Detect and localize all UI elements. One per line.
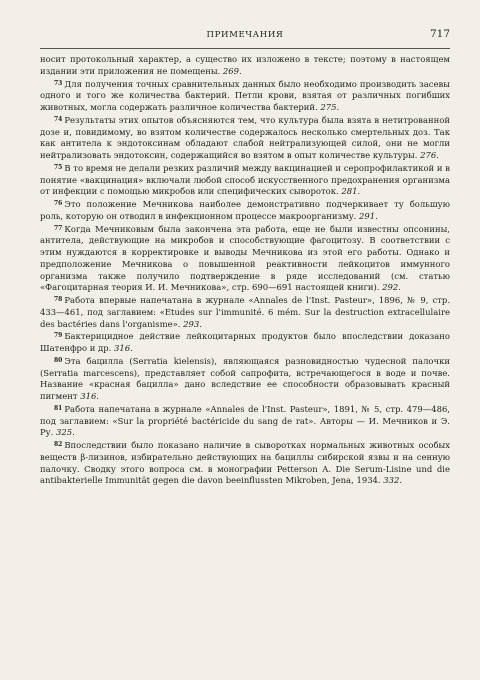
note-paragraph [40,162,450,198]
note-text: Результаты этих опытов объясняются тем, что культура была взята в нетитрованной дозе и, повидимому, во взятом количестве содержалось несколько смертельных доз. Так как антитела к эндотоксинам обладают слабой нейтрализующей силой, они не могли нейтрализовать эндотоксин, содержащийся во взятом в опыт количестве культуры. [40,114,450,160]
note-text: Это положение Мечникова наиболее демонстративно подчеркивает ту большую роль, которую он отводил в инфекционном процессе макроорганизму. [40,199,450,221]
note-number: 81 [54,404,63,412]
notes-body [40,54,450,487]
note-page-ref: 291. [359,210,378,221]
header-rule [40,48,450,49]
note-paragraph [40,294,450,330]
note-page-ref: 276. [420,150,439,160]
note-page-ref: 325. [56,427,75,438]
page-number: 717 [429,28,450,40]
note-number: 73 [54,79,63,87]
note-text: В то время не делали резких различий между вакцинацией и серопрофилактикой и в понятие «вакцинация» включали любой способ искусственного предохранения организма от инфекции с помощью микробов или специфических сывороток. [40,162,450,197]
note-paragraph [40,439,450,487]
note-page-ref: 332. [383,475,403,486]
note-number: 77 [54,224,63,232]
note-text: Работа напечатана в журнале «Annales de l'Inst. Pasteur», 1891, № 5, стр. 479—486, под заглавием: «Sur la propriété bactéricide du sang de rat». Авторы — И. Мечников и Э. Ру. [40,403,450,438]
note-text: Впоследствии было показано наличие в сыворотках нормальных животных особых веществ β-лизинов, избирательно действующих на бациллы сибирской язвы и на сенную палочку. Сводку этого вопроса см. в монографии Petterson A. Die Serum-Lisine und die antibakterielle Immunität gegen die davon beeinflussten Mikroben, Jena, 1934. [40,440,450,486]
note-number: 79 [54,332,63,340]
note-text: Для получения точных сравнительных данных было необходимо производить засевы одного и того же количества бактерий. Петли крови, взятая от различных погибших животных, могла содержать различное количества бактерий. [40,78,450,112]
section-title: ПРИМЕЧАНИЯ [206,30,284,40]
note-paragraph [40,54,450,78]
note-page-ref: 292. [382,282,401,293]
note-number: 75 [54,163,63,171]
note-page-ref: 269. [222,65,242,76]
note-number: 76 [54,200,63,207]
note-text: Работа впервые напечатана в журнале «Annales de l'Inst. Pasteur», 1896, № 9, стр. 433—461, под заглавием: «Etudes sur l'immunité. 6 mém. Sur la destruction extracellulaire des bactéries dans l'organisme». [40,295,450,329]
note-page-ref: 316. [80,391,99,401]
note-number: 78 [54,296,63,303]
note-paragraph [40,355,450,403]
note-paragraph [40,330,450,355]
note-paragraph [40,403,450,439]
running-head [40,28,450,46]
note-text: Эта бацилла (Serratia kielensis), являющаяся разновидностью чудесной палочки (Serratia marcescens), представляет собой сапрофита, встречающегося в воде и почве. Название «красная бацилла» дано вследствие ее способности образовывать красный пигмент [40,355,450,401]
note-number: 80 [54,356,63,364]
note-text: Бактерицидное действие лейкоцитарных продуктов было впоследствии доказано Шатенфро и др. [40,331,450,353]
note-paragraph [40,78,450,114]
note-page-ref: 293. [183,318,202,329]
note-page-ref: 316. [113,343,133,353]
note-text: Когда Мечниковым была закончена эта работа, еще не были известны опсонины, антитела, действующие на микробов и способствующие фагоцитозу. В соответствии с этим нуждаются в корректировке и выводы Мечникова из этой его работы. Однако и предположение Мечникова о повышенной реактивности лейкоцитов иммунного организма также получило подтверждение в ряде исследований (см. статью «Фагоцитарная теория И. И. Мечникова», стр. 690—691 настоящей книги). [40,223,450,293]
note-paragraph [40,223,450,295]
note-text: носит протокольный характер, а существо их изложено в тексте; поэтому в настоящем издании эти приложения не помещены. [40,54,450,76]
note-page-ref: 275. [320,102,340,112]
note-paragraph [40,198,450,223]
note-page-ref: 281. [341,186,361,197]
note-number: 74 [54,115,63,123]
note-number: 82 [54,441,63,448]
note-paragraph [40,114,450,162]
